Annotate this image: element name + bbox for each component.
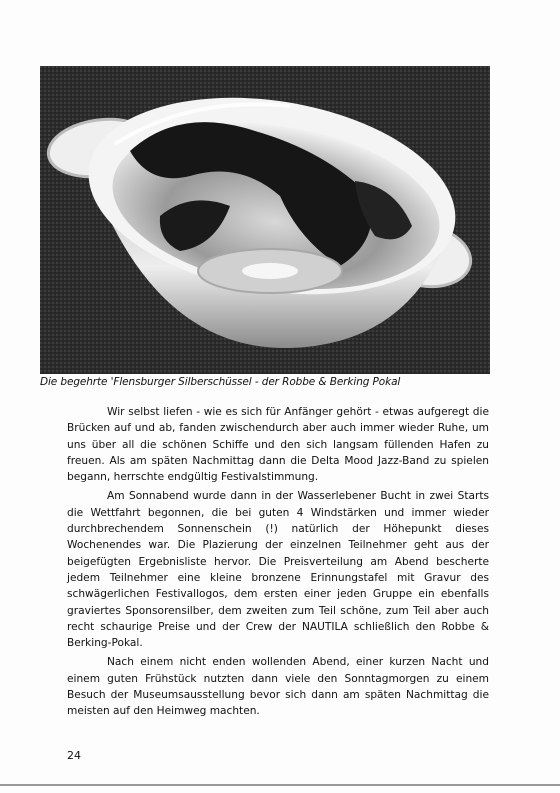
page-number: 24 <box>67 749 81 762</box>
paragraph: Nach einem nicht enden wollenden Abend, einer kurzen Nacht und einem guten Frühstück nutzten dann viele den Sonntagmorgen zu einem Besuch der Museumsausstellung bevor sich dann am späten Nachmittag die meisten auf den Heimweg machten. <box>67 656 489 718</box>
photo-caption: Die begehrte 'Flensburger Silberschüssel - der Robbe & Berking Pokal <box>40 376 401 388</box>
page-edge-divider <box>0 784 560 786</box>
article-body <box>67 404 489 723</box>
paragraph: Am Sonnabend wurde dann in der Wasserlebener Bucht in zwei Starts die Wettfahrt begonnen, die bei guten 4 Windstärken und immer wieder durchbrechendem Sonnenschein (!) natürlich der Höhepunkt dieses Wochenendes war. Die Plazierung der einzelnen Teilnehmer geht aus der beigefügten Ergebnisliste hervor. Die Preisverteilung am Abend bescherte jedem Teilnehmer eine kleine bronzene Erinnungstafel mit Gravur des schwägerlichen Festivallogos, dem ersten einer jeden Gruppe ein ebenfalls graviertes Sponsorensilber, dem zweiten zum Teil schöne, zum Teil aber auch recht schaurige Preise und der Crew der NAUTILA schließlich den Robbe & Berking-Pokal. <box>67 490 489 650</box>
silver-bowl-icon <box>40 66 490 374</box>
silver-bowl-photo <box>40 66 490 374</box>
paragraph: Wir selbst liefen - wie es sich für Anfänger gehört - etwas aufgeregt die Brücken auf und ab, fanden zwischendurch aber auch immer wieder Ruhe, um uns über all die schönen Schiffe und den sich langsam füllenden Hafen zu freuen. Als am späten Nachmittag dann die Delta Mood Jazz-Band zu spielen begann, herrschte endgültig Festivalstimmung. <box>67 406 489 484</box>
